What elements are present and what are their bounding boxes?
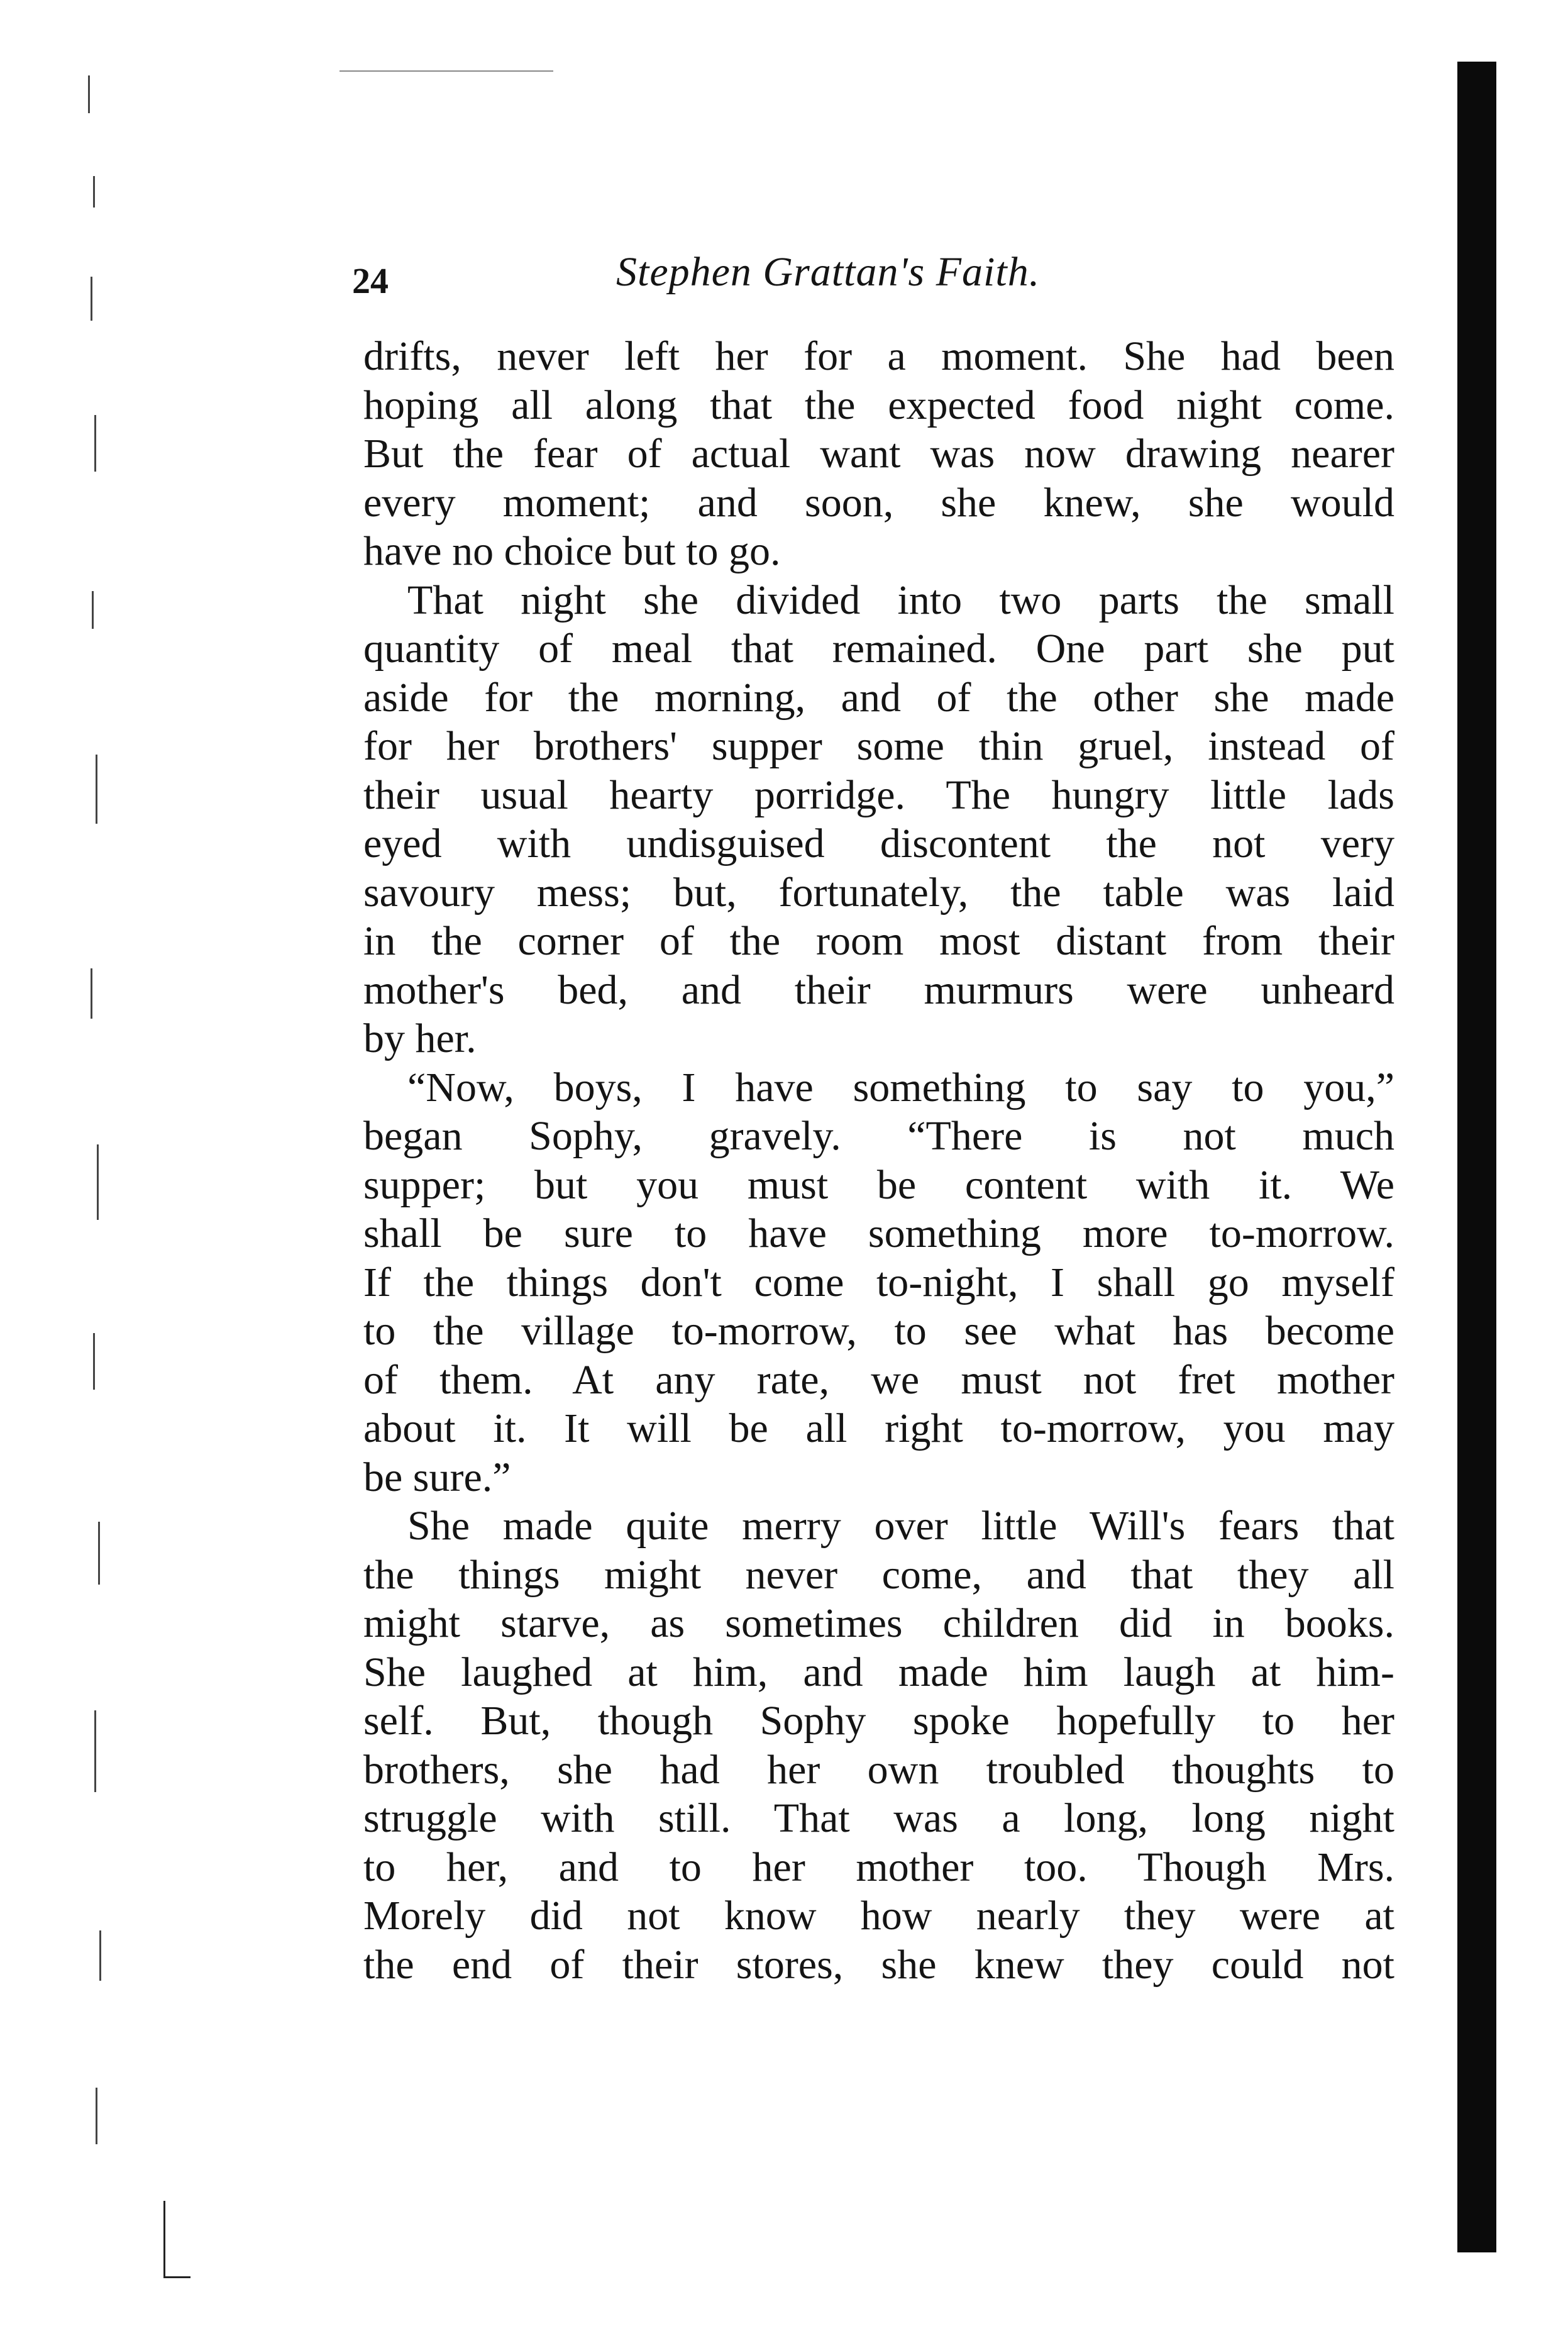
binding-shadow [1457,62,1496,2252]
text-line: She laughed at him, and made him laugh at him- [363,1649,1394,1695]
text-line: struggle with still. That was a long, long night [363,1795,1394,1841]
text-line: eyed with undisguised discontent the not very [363,821,1394,867]
text-line: mother's bed, and their murmurs were unheard [363,966,1394,1013]
text-line: hoping all along that the expected food night come. [363,382,1394,428]
scan-artifact-rule [340,70,553,72]
text-line: might starve, as sometimes children did in books. [363,1600,1394,1646]
text-line: every moment; and soon, she knew, she would [363,479,1394,526]
text-line: their usual hearty porridge. The hungry little lads [363,772,1394,818]
running-title: Stephen Grattan's Faith. [616,249,1041,295]
text-line: drifts, never left her for a moment. She had been [363,333,1394,379]
text-line: the things might never come, and that they all [363,1551,1394,1598]
text-line: for her brothers' supper some thin gruel, instead of [363,723,1394,769]
text-line: of them. At any rate, we must not fret mother [363,1356,1394,1403]
text-line: shall be sure to have something more to-morrow. [363,1210,1394,1256]
text-line: self. But, though Sophy spoke hopefully to her [363,1698,1394,1744]
text-line: aside for the morning, and of the other she made [363,674,1394,721]
text-line: brothers, she had her own troubled thoughts to [363,1746,1394,1793]
text-line: have no choice but to go. [363,528,781,574]
text-line: began Sophy, gravely. “There is not much [363,1113,1394,1159]
text-line: savoury mess; but, fortunately, the table was laid [363,869,1394,916]
scan-corner-mark [163,2201,190,2278]
text-line: in the corner of the room most distant from their [363,918,1394,964]
text-line: the end of their stores, she knew they could not [363,1941,1394,1988]
text-line: “Now, boys, I have something to say to you,” [407,1064,1394,1110]
page-number: 24 [352,260,389,301]
text-line: supper; but you must be content with it. We [363,1161,1394,1208]
text-line: That night she divided into two parts the small [407,577,1394,623]
text-line: Morely did not know how nearly they were at [363,1893,1394,1939]
text-line: quantity of meal that remained. One part she put [363,626,1394,672]
text-line: But the fear of actual want was now drawing nearer [363,431,1394,477]
text-line: If the things don't come to-night, I shall go myself [363,1259,1394,1305]
text-line: She made quite merry over little Will's fears that [407,1503,1394,1549]
text-line: to her, and to her mother too. Though Mrs. [363,1844,1394,1890]
scan-edge-marks [88,75,126,2289]
text-line: by her. [363,1016,477,1061]
page-header [352,248,1383,305]
text-line: be sure.” [363,1454,511,1500]
text-line: about it. It will be all right to-morrow, you may [363,1405,1394,1451]
body-text [363,332,1394,1989]
text-line: to the village to-morrow, to see what has become [363,1308,1394,1354]
